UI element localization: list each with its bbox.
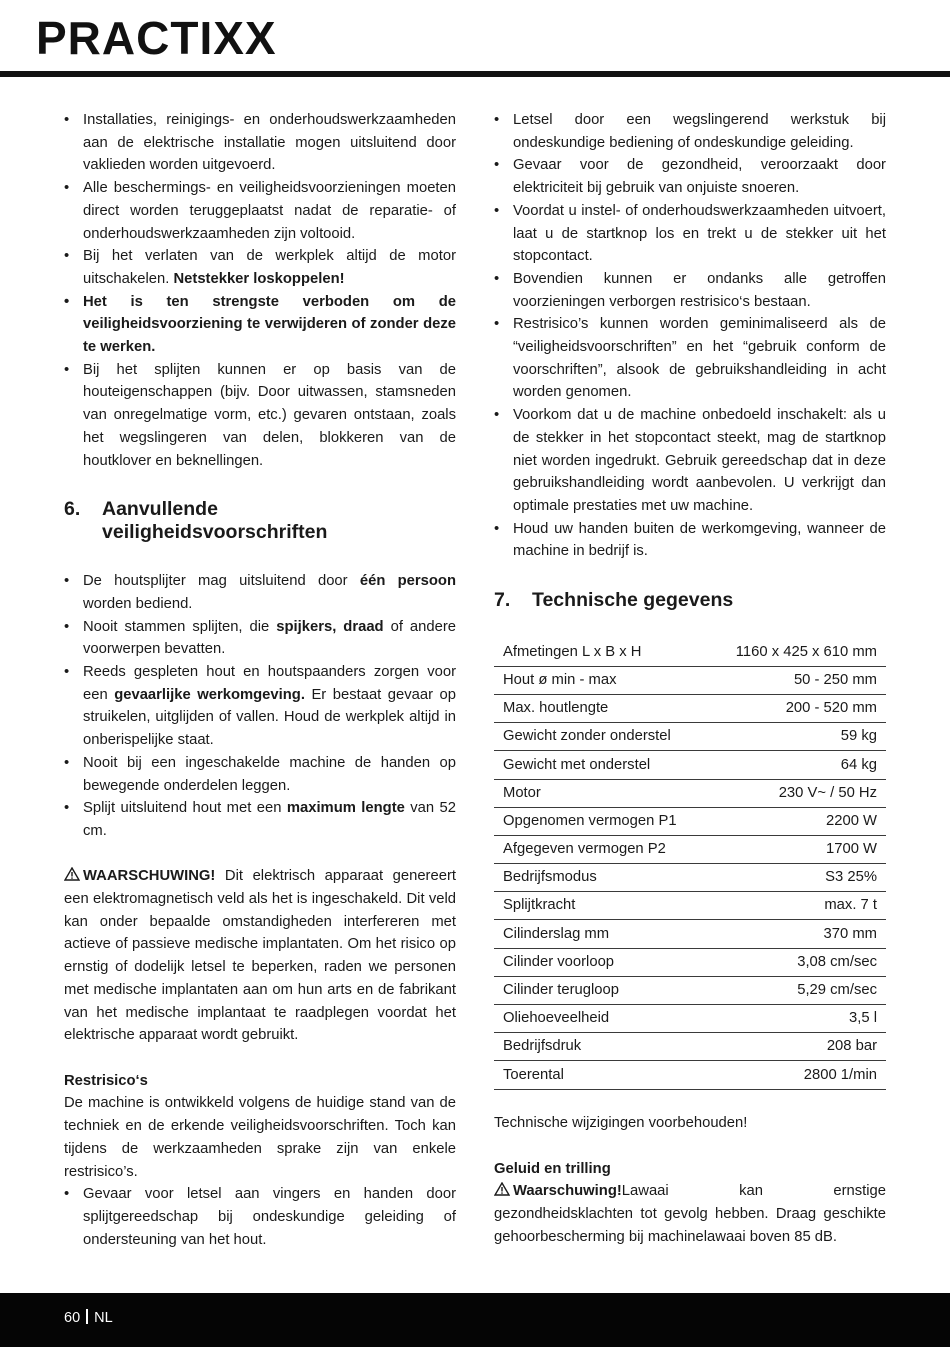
warning-triangle-icon — [64, 867, 80, 881]
list-item — [64, 359, 456, 473]
spec-label: Hout ø min - max — [503, 671, 617, 688]
table-row — [494, 835, 886, 863]
table-row — [494, 864, 886, 892]
spec-label: Splijtkracht — [503, 897, 576, 914]
table-row — [494, 1061, 886, 1089]
emf-warning-label: WAARSCHUWING! — [83, 868, 216, 885]
table-row — [494, 779, 886, 807]
text: Nooit stammen splijten, die — [83, 618, 277, 635]
text: Bij het splijten kunnen er op basis van de houteigenschappen (bijv. Door uitwassen, stamsneden van onregelmatige vorm, etc.) gevaren ontstaan, zoals het wegslingeren van delen, blokkeren van de houtklover en beknellingen. — [83, 361, 456, 469]
spec-value: 230 V~ / 50 Hz — [778, 784, 877, 801]
safety-list-section-6 — [64, 570, 456, 842]
text: Installaties, reinigings- en onderhoudswerkzaamheden aan de elektrische installatie mogen uitsluitend door vaklieden worden uitgevoerd. — [83, 112, 456, 174]
spec-value: 5,29 cm/sec — [797, 982, 877, 999]
text: worden bediend. — [83, 595, 193, 612]
spec-label: Cilinder voorloop — [503, 953, 615, 970]
residual-risks-text: De machine is ontwikkeld volgens de huidige stand van de techniek en de erkende veiligheidsvoorschriften. Toch kan tijdens de werkzaamheden sprake zijn van enkele restrisico’s. — [64, 1095, 456, 1180]
list-item — [64, 616, 456, 661]
table-row — [494, 638, 886, 666]
list-item — [64, 245, 456, 290]
text: De houtsplijter mag uitsluitend door — [83, 573, 360, 590]
section-6-number: 6. — [64, 498, 81, 521]
list-item — [494, 268, 886, 313]
table-row — [494, 948, 886, 976]
bold-text: gevaarlijke werkomgeving. — [114, 686, 305, 703]
list-item — [494, 200, 886, 268]
table-row — [494, 1033, 886, 1061]
list-item — [64, 752, 456, 797]
language-code: NL — [94, 1310, 113, 1326]
text: of andere voorwerpen bevatten. — [83, 618, 457, 658]
text: Bovendien kunnen er ondanks alle getroffen voorzieningen verborgen restrisico‘s bestaan. — [513, 270, 886, 310]
spec-value: 50 - 250 mm — [793, 671, 877, 688]
text: Houd uw handen buiten de werkomgeving, wanneer de machine in bedrijf is. — [513, 520, 886, 560]
list-item — [64, 109, 456, 177]
text: Gevaar voor letsel aan vingers en handen door splijtgereedschap bij ondeskundige geleiding of ondersteuning van het hout. — [83, 1186, 456, 1248]
spec-label: Cilinderslag mm — [503, 925, 610, 942]
section-6-title-line2: veiligheidsvoorschriften — [102, 521, 328, 544]
text: Voorkom dat u de machine onbedoeld inschakelt: als u de stekker in het stopcontact steekt, mag de startknop niet worden ingedrukt. Gebruik gereedschap dat in deze gebruikshandleiding wordt aanbevolen. U verkrijgt dan optimale prestaties met uw machine. — [513, 407, 886, 514]
spec-label: Motor — [503, 784, 541, 801]
spec-label: Gewicht zonder onderstel — [503, 728, 671, 745]
list-item — [64, 797, 456, 842]
list-item — [64, 1183, 456, 1251]
spec-label: Afmetingen L x B x H — [503, 643, 642, 660]
text: Bij het verlaten van de werkplek altijd de motor uitschakelen. — [83, 248, 456, 287]
spec-value: 2200 W — [826, 812, 877, 829]
text: Er bestaat gevaar op struikelen, uitglijden of vallen. Houd de werkplek altijd in onberispelijke staat. — [83, 686, 456, 749]
list-item — [494, 109, 886, 154]
spec-label: Oliehoeveelheid — [503, 1010, 610, 1027]
table-row — [494, 666, 886, 694]
list-item — [64, 291, 456, 359]
text: Reeds gespleten hout en houtspaanders zorgen voor een — [83, 664, 456, 703]
section-6-title-line1: Aanvullende — [102, 498, 218, 521]
spec-label: Max. houtlengte — [503, 700, 609, 717]
section-7-title: Technische gegevens — [532, 589, 734, 612]
footer-separator — [86, 1309, 88, 1324]
spec-value: max. 7 t — [824, 897, 877, 914]
list-item — [64, 570, 456, 615]
text: Voordat u instel- of onderhoudswerkzaamheden uitvoert, laat u de startknop los en trekt u de stekker uit het stopcontact. — [513, 202, 886, 265]
bold-text: Netstekker loskoppelen! — [173, 270, 345, 287]
spec-value: 2800 1/min — [803, 1066, 877, 1083]
table-row — [494, 723, 886, 751]
spec-value: 59 kg — [840, 728, 877, 745]
spec-label: Cilinder terugloop — [503, 982, 619, 999]
text: Splijt uitsluitend hout met een — [83, 800, 287, 817]
list-item — [494, 313, 886, 404]
spec-label: Toerental — [503, 1066, 564, 1083]
right-column — [494, 109, 886, 1248]
table-row — [494, 920, 886, 948]
noise-warning-label: Waarschuwing! — [513, 1183, 622, 1200]
noise-warning-text: Lawaai kan ernstige gezondheidsklachten tot gevolg hebben. Draag geschikte gehoorbescherming bij machinelawaai boven 85 dB. — [494, 1183, 886, 1245]
brand-wordmark: PRACTIXX — [36, 12, 277, 64]
bold-text: één persoon — [359, 573, 456, 590]
table-row — [494, 976, 886, 1004]
safety-list-top — [64, 109, 456, 472]
table-row — [494, 694, 886, 722]
spec-value: 3,08 cm/sec — [797, 953, 877, 970]
left-column — [64, 109, 456, 1251]
spec-label: Afgegeven vermogen P2 — [503, 841, 666, 858]
list-item — [494, 154, 886, 199]
spec-label: Opgenomen vermogen P1 — [503, 812, 677, 829]
residual-risks-list — [64, 1183, 456, 1251]
list-item — [64, 177, 456, 245]
list-item — [64, 661, 456, 752]
list-item — [494, 404, 886, 518]
text: Gevaar voor de gezondheid, veroorzaakt door elektriciteit bij gebruik van onjuiste snoeren. — [513, 157, 886, 197]
spec-label: Gewicht met onderstel — [503, 756, 651, 773]
text: Alle beschermings- en veiligheidsvoorzieningen moeten direct worden teruggeplaatst nadat de reparatie- of onderhoudswerkzaamheden zijn voltooid. — [83, 180, 456, 242]
practixx-logo — [36, 10, 336, 70]
table-row — [494, 1005, 886, 1033]
page-footer — [0, 1293, 950, 1347]
section-6-heading — [64, 498, 456, 544]
residual-risks-list-continued — [494, 109, 886, 563]
section-7-number: 7. — [494, 589, 511, 612]
technical-data-table — [494, 638, 886, 1090]
spec-value: 64 kg — [840, 756, 877, 773]
section-7-heading — [494, 589, 886, 612]
noise-vibration-heading: Geluid en trilling — [494, 1160, 611, 1177]
spec-label: Bedrijfsmodus — [503, 869, 597, 886]
header-rule — [0, 71, 950, 77]
residual-risks-heading: Restrisico‘s — [64, 1072, 148, 1089]
list-item — [494, 518, 886, 563]
spec-value: 3,5 l — [849, 1010, 877, 1027]
bold-text: maximum lengte — [286, 800, 405, 817]
spec-value: 1700 W — [826, 841, 877, 858]
emf-warning-text: Dit elektrisch apparaat genereert een elektromagnetisch veld als het is ingeschakeld. Dit veld kan onder bepaalde omstandigheden interfereren met actieve of passieve medische implantaten. Om het risico op ernstig of dodelijk letsel te beperken, raden we personen met medische implantaten aan om hun arts en de fabrikant van het medische implantaat te raadplegen voordat het elektrische apparaat wordt gebruikt. — [64, 868, 456, 1044]
spec-value: 200 - 520 mm — [785, 700, 877, 717]
text: Het is ten strengste verboden om de veiligheidsvoorziening te verwijderen of zonder deze te werken. — [83, 293, 456, 356]
spec-label: Bedrijfsdruk — [503, 1038, 582, 1055]
warning-triangle-icon — [494, 1182, 510, 1196]
bold-text: spijkers, draad — [276, 618, 384, 635]
table-row — [494, 751, 886, 779]
spec-value: 370 mm — [823, 925, 877, 942]
table-row — [494, 892, 886, 920]
emf-warning — [64, 865, 456, 1047]
spec-value: 208 bar — [826, 1038, 877, 1055]
page-number: 60 — [64, 1310, 81, 1326]
spec-value: 1160 x 425 x 610 mm — [735, 643, 877, 660]
text: Nooit bij een ingeschakelde machine de handen op bewegende onderdelen leggen. — [83, 754, 456, 794]
text: Restrisico’s kunnen worden geminimaliseerd als de “veiligheidsvoorschriften” en het “gebruik conform de voorschriften”, alsook de gebruikshandleiding in acht worden genomen. — [513, 316, 886, 401]
technical-changes-note: Technische wijzigingen voorbehouden! — [494, 1115, 748, 1132]
spec-value: S3 25% — [825, 869, 877, 886]
text: van 52 cm. — [83, 800, 456, 839]
text: Letsel door een wegslingerend werkstuk bij ondeskundige bediening of ondeskundige geleiding. — [513, 112, 886, 151]
noise-warning — [494, 1180, 886, 1248]
table-row — [494, 807, 886, 835]
